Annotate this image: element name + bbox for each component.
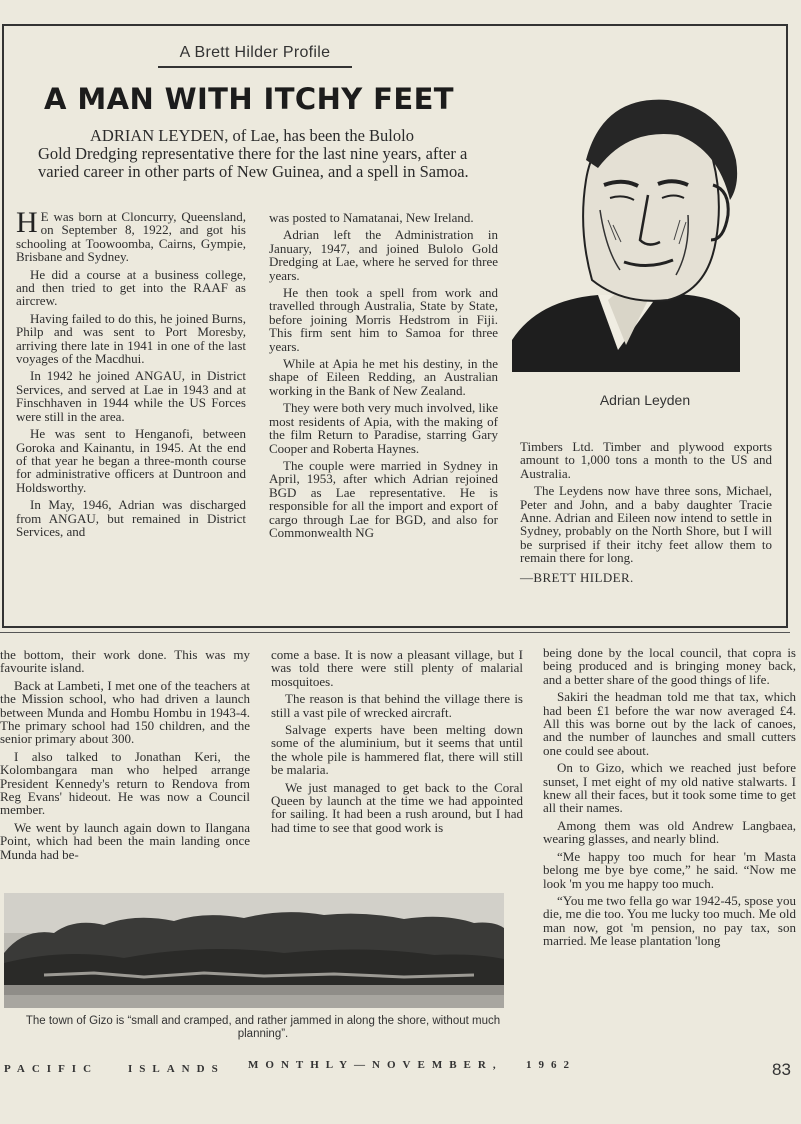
headline: A MAN WITH ITCHY FEET bbox=[44, 82, 454, 116]
paragraph bbox=[16, 206, 246, 265]
paragraph: While at Apia he met his destiny, in the shape of Eileen Redding, an Australian working in the Bank of New Zealand. bbox=[269, 356, 498, 398]
article-column-3 bbox=[543, 646, 796, 952]
gizo-town-photo bbox=[4, 893, 504, 1008]
portrait-illustration bbox=[508, 90, 744, 380]
paragraph: The couple were married in Sydney in April, 1953, after which Adrian rejoined BGD as Lae representative. He is responsible for all the import and export of cargo through Lae for BGD, and also for Commonwealth NG bbox=[269, 457, 498, 540]
paragraph: Timbers Ltd. Timber and plywood exports amount to 1,000 tons a month to the US and Australia. bbox=[520, 439, 772, 481]
kicker-rule bbox=[158, 66, 352, 68]
paragraph: Adrian left the Administration in January, 1947, and joined Bulolo Gold Dredging at Lae, where he served for three years. bbox=[269, 227, 498, 283]
profile-kicker: A Brett Hilder Profile bbox=[179, 44, 331, 61]
paragraph: We went by launch again down to Ilangana Point, which had been the main landing once Munda had be- bbox=[0, 819, 250, 862]
paragraph: being done by the local council, that copra is being produced and is bringing money back, and a better share of the good things of life. bbox=[543, 645, 796, 687]
paragraph: Among them was old Andrew Langbaea, wearing glasses, and nearly blind. bbox=[543, 817, 796, 847]
profile-column-3 bbox=[520, 440, 772, 588]
section-divider bbox=[0, 632, 790, 633]
page-footer bbox=[4, 1059, 794, 1083]
paragraph: The reason is that behind the village there is still a vast pile of wrecked aircraft. bbox=[271, 691, 523, 720]
drop-cap: H bbox=[16, 206, 38, 239]
paragraph: come a base. It is now a pleasant village, but I was told there were still plenty of malarial mosquitoes. bbox=[271, 647, 523, 689]
paragraph: In May, 1946, Adrian was discharged from ANGAU, but remained in District Services, and bbox=[16, 497, 246, 539]
paragraph: The Leydens now have three sons, Michael, Peter and John, and a baby daughter Tracie Anne. Adrian and Eileen now intend to settle in Sydney, probably on the North Shore, but I will be surprised if their itchy feet allow them to remain there for long. bbox=[520, 483, 772, 566]
paragraph: the bottom, their work done. This was my favourite island. bbox=[0, 647, 250, 676]
paragraph: He then took a spell from work and travelled through Australia, State by State, before joining Morris Hedstrom in Fiji. This firm sent him to Samoa for three years. bbox=[269, 285, 498, 354]
intro-paragraph bbox=[38, 127, 480, 181]
paragraph: We just managed to get back to the Coral Queen by launch at the time we had appointed for sailing. It had been a rush around, but I had had time to see that good work is bbox=[271, 779, 523, 835]
paragraph: Back at Lambeti, I met one of the teachers at the Mission school, who had driven a launch between Munda and Hombu Hombu in 1943-4. The primary school had 150 children, and the senior primary about 300. bbox=[0, 677, 250, 747]
footer-islands: ISLANDS bbox=[128, 1063, 225, 1075]
article-column-2 bbox=[271, 648, 523, 838]
paragraph: I also talked to Jonathan Keri, the Kolombangara man who helped arrange President Kennedy's return to Rendova from Reg Evans' hideout. He was now a Council member. bbox=[0, 748, 250, 818]
paragraph: Sakiri the headman told me that tax, which had been £1 before the war now averaged £4. All this was borne out by the lack of canoes, and the number of launches and small cutters one could see about. bbox=[543, 689, 796, 758]
paragraph: On to Gizo, which we reached just before sunset, I met eight of my old native stalwarts. I knew all their faces, but it took some time to get all their names. bbox=[543, 760, 796, 816]
paragraph: They were both very much involved, like most residents of Apia, with the making of the film Return to Paradise, starring Gary Cooper and Roberta Haynes. bbox=[269, 400, 498, 456]
article-column-1 bbox=[0, 648, 250, 865]
paragraph: Salvage experts have been melting down some of the aluminium, but it seems that until the whole pile is hammered flat, there will still be malaria. bbox=[271, 722, 523, 778]
portrait-caption: Adrian Leyden bbox=[599, 392, 691, 408]
profile-column-1 bbox=[16, 206, 246, 542]
footer-year: 1962 bbox=[526, 1059, 576, 1071]
paragraph: He did a course at a business college, and then tried to get into the RAAF as aircrew. bbox=[16, 266, 246, 309]
page-number: 83 bbox=[772, 1060, 791, 1079]
photo-caption: The town of Gizo is “small and cramped, and rather jammed in along the shore, without much planning”. bbox=[25, 1015, 501, 1040]
paragraph-text: E was born at Cloncurry, Queensland, on September 8, 1922, and got his schooling at Toowoomba, Cairns, Gympie, Brisbane and Sydney. bbox=[16, 209, 246, 265]
paragraph: In 1942 he joined ANGAU, in District Services, and served at Lae in 1943 and at Finschhaven in 1944 while the US Forces were still in the area. bbox=[16, 368, 246, 424]
signature: —BRETT HILDER. bbox=[520, 569, 634, 585]
paragraph: He was sent to Henganofi, between Goroka and Kainantu, in 1945. At the end of that year he began a three-month course for administrative officers at Duntroon and Holdsworthy. bbox=[16, 426, 246, 495]
footer-monthly: MONTHLY—NOVEMBER, bbox=[248, 1059, 503, 1071]
paragraph: “You me two fella go war 1942-45, spose you die, me die too. You me lucky too much. Me old man now, got 'm pension, no pay tax, son married. Me lease plantation 'long bbox=[543, 892, 796, 949]
paragraph: was posted to Namatanai, New Ireland. bbox=[269, 210, 474, 225]
paragraph: Having failed to do this, he joined Burns, Philp and was sent to Port Moresby, arriving there late in 1941 in one of the last voyages of the Macdhui. bbox=[16, 310, 246, 367]
profile-column-2 bbox=[269, 211, 498, 543]
intro-first-line: ADRIAN LEYDEN, of Lae, has been the Bulolo bbox=[90, 126, 414, 145]
paragraph: “Me happy too much for hear 'm Masta belong me bye bye come,” he said. “Now me look 'm you me happy too much. bbox=[543, 848, 796, 891]
footer-pacific: PACIFIC bbox=[4, 1063, 99, 1075]
intro-rest: Gold Dredging representative there for the last nine years, after a varied career in other parts of New Guinea, and a spell in Samoa. bbox=[38, 144, 469, 181]
